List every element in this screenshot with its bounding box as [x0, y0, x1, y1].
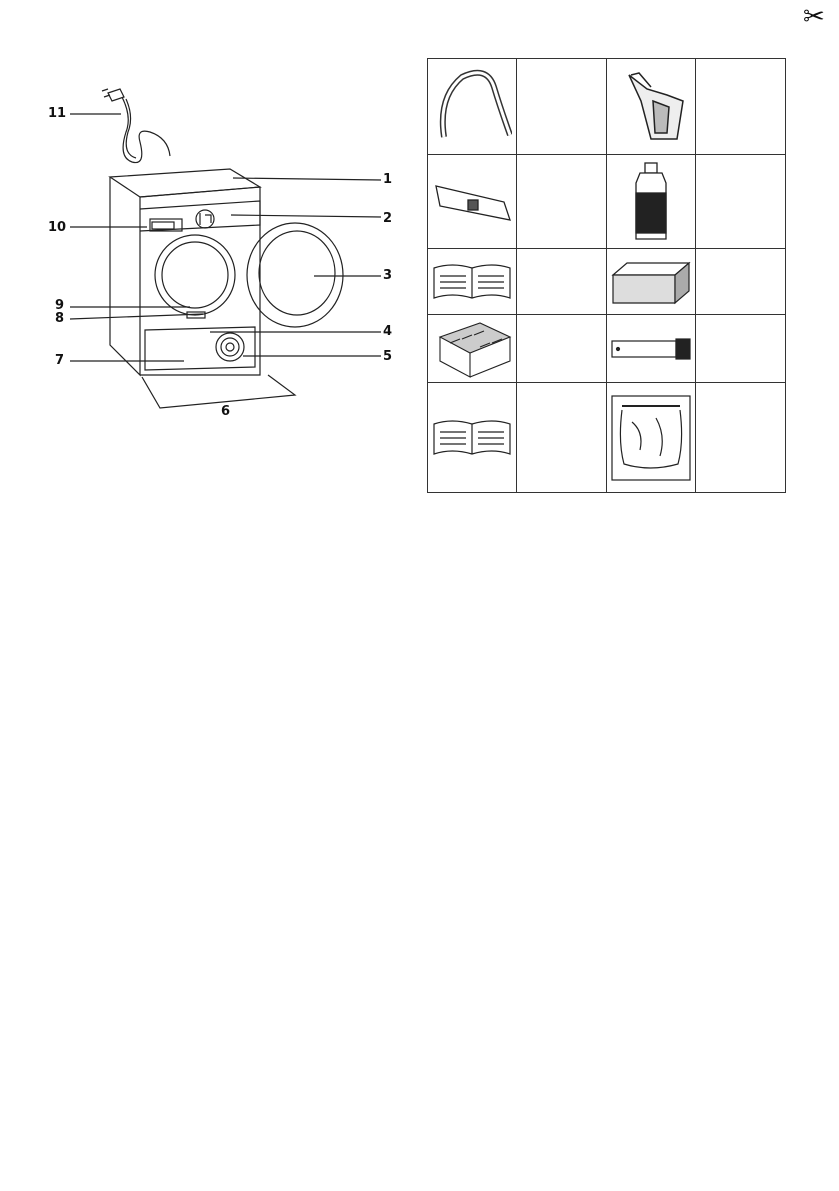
drain-hose-icon — [432, 67, 512, 147]
cell-liquid-bottle — [607, 155, 696, 249]
callout-4: 4 — [383, 324, 393, 339]
cell-box — [607, 249, 696, 315]
cell-cleaning-brush — [607, 315, 696, 383]
cell-filter-sponge — [428, 155, 517, 249]
cell-blank — [517, 383, 607, 493]
filter-sponge-icon — [430, 172, 514, 232]
scissors-icon: ✂ — [803, 2, 825, 32]
callout-7: 7 — [55, 353, 65, 368]
callout-6: 6 — [221, 404, 231, 419]
cell-manual-book — [428, 383, 517, 493]
dryer-illustration — [40, 75, 410, 435]
cell-drying-basket — [428, 315, 517, 383]
cell-manual-book — [428, 249, 517, 315]
cell-blank — [696, 315, 786, 383]
accessories-table — [427, 58, 786, 493]
cell-plastic-bag — [607, 383, 696, 493]
callout-8: 8 — [55, 311, 65, 326]
box-icon — [609, 257, 693, 307]
manual-book-icon — [430, 260, 514, 304]
cell-blank — [696, 155, 786, 249]
callout-3: 3 — [383, 268, 393, 283]
callout-2: 2 — [383, 211, 393, 226]
manual-book-icon — [430, 416, 514, 460]
callout-1: 1 — [383, 172, 393, 187]
cleaning-brush-icon — [608, 334, 694, 364]
plastic-bag-icon — [610, 392, 692, 484]
callout-5: 5 — [383, 349, 393, 364]
cell-water-container — [607, 59, 696, 155]
cell-drain-hose — [428, 59, 517, 155]
liquid-bottle-icon — [626, 159, 676, 245]
dryer-diagram — [40, 75, 410, 435]
callout-11: 11 — [48, 106, 67, 121]
water-container-icon — [611, 67, 691, 147]
callout-9: 9 — [55, 298, 65, 313]
cell-blank — [517, 59, 607, 155]
cell-blank — [696, 383, 786, 493]
drying-basket-icon — [430, 317, 514, 381]
cell-blank — [696, 59, 786, 155]
cell-blank — [517, 315, 607, 383]
callout-10: 10 — [48, 220, 67, 235]
cell-blank — [517, 249, 607, 315]
cell-blank — [696, 249, 786, 315]
cell-blank — [517, 155, 607, 249]
